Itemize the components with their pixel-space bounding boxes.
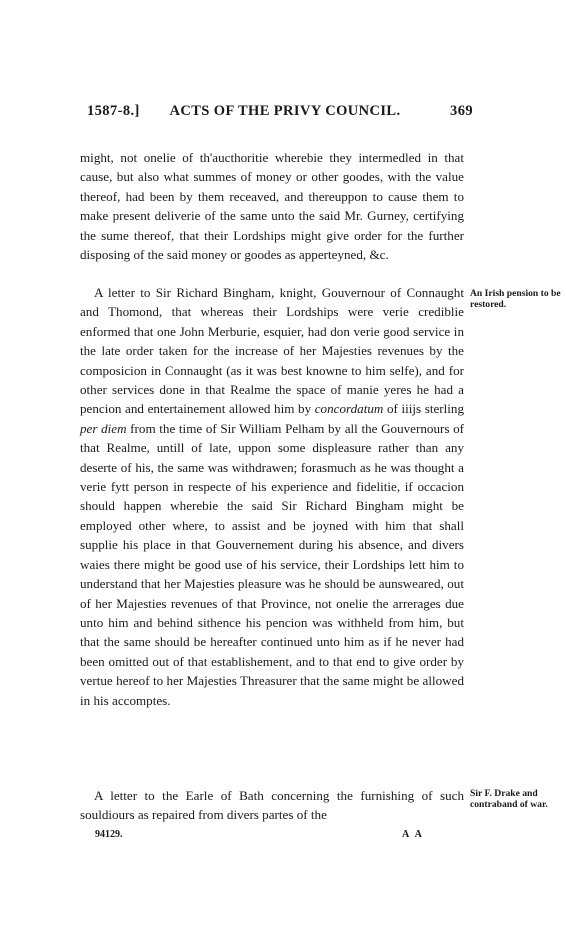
- header-title: ACTS OF THE PRIVY COUNCIL.: [169, 103, 401, 119]
- page-number: 369: [450, 103, 473, 119]
- paragraph-text: [80, 283, 464, 710]
- header-date: 1587-8.]: [87, 103, 140, 119]
- paragraph-bingham-letter: [80, 283, 464, 710]
- margin-note-irish-pension: An Irish pension to be restored.: [470, 288, 561, 310]
- paragraph-bath-letter: [80, 786, 464, 825]
- margin-note-drake: Sir F. Drake and contraband of war.: [470, 788, 548, 810]
- text-run: from the time of Sir William Pelham by all the Gouvernours of that Realme, untill of late, uppon some displeasure rather than any deserte of his, the same was withdrawen; forasmuch as he was thought a verie fytt person in respecte of his experience and fidelitie, if occacion should happen wherebie the said Sir Richard Bingham might be employed other where, to assist and be joyned with him that shall supplie his place in that Gouvernement during his absence, and divers waies there might be good use of his service, their Lordships lett him to understand that her Majesties pleasure was he should be aunsweared, out of her Majesties revenues of that Province, not onelie the arrerages due unto him and behind sithence his pencion was withheld from him, but that the same should be hereafter continued unto him as if he never had been omitted out of that establishement, and to that end to give order by vertue hereof to her Majesties Threasurer that the same might be allowed in his accomptes.: [80, 420, 464, 708]
- running-header: [87, 103, 473, 127]
- italic-term-concordatum: concordatum: [314, 401, 384, 417]
- text-run: A letter to Sir Richard Bingham, knight, Gouvernour of Connaught and Thomond, that whereas their Lordships were verie crediblie enformed that one John Merburie, esquier, had don verie good service in the late order taken for the increase of her Majesties revenues by the composicion in Connaught (as it was best knowne to him selfe), and for other services done in that Realme the space of manie yeres he had a pencion and entertainement allowed him by: [80, 285, 464, 417]
- text-run: of iiijs sterling: [383, 401, 465, 417]
- paragraph-text: [80, 786, 464, 825]
- text-run: A letter to the Earle of Bath concerning the furnishing of such souldiours as repaired from divers partes of the: [80, 788, 464, 823]
- paragraph-continuation: [80, 148, 464, 264]
- footer-gathering-mark: A A: [402, 829, 424, 840]
- paragraph-text: might, not onelie of th'aucthoritie wherebie they intermedled in that cause, but also what summes of money or other goodes, with the value thereof, had been by them receaved, and thereuppon to cause them to make present deliverie of the same unto the said Mr. Gurney, certifying the sume thereof, that their Lordships might give order for the further disposing of the said money or goodes as apperteyned, &c.: [80, 150, 464, 263]
- italic-term-per-diem: per diem: [80, 420, 127, 436]
- footer-signature-mark: 94129.: [95, 829, 123, 840]
